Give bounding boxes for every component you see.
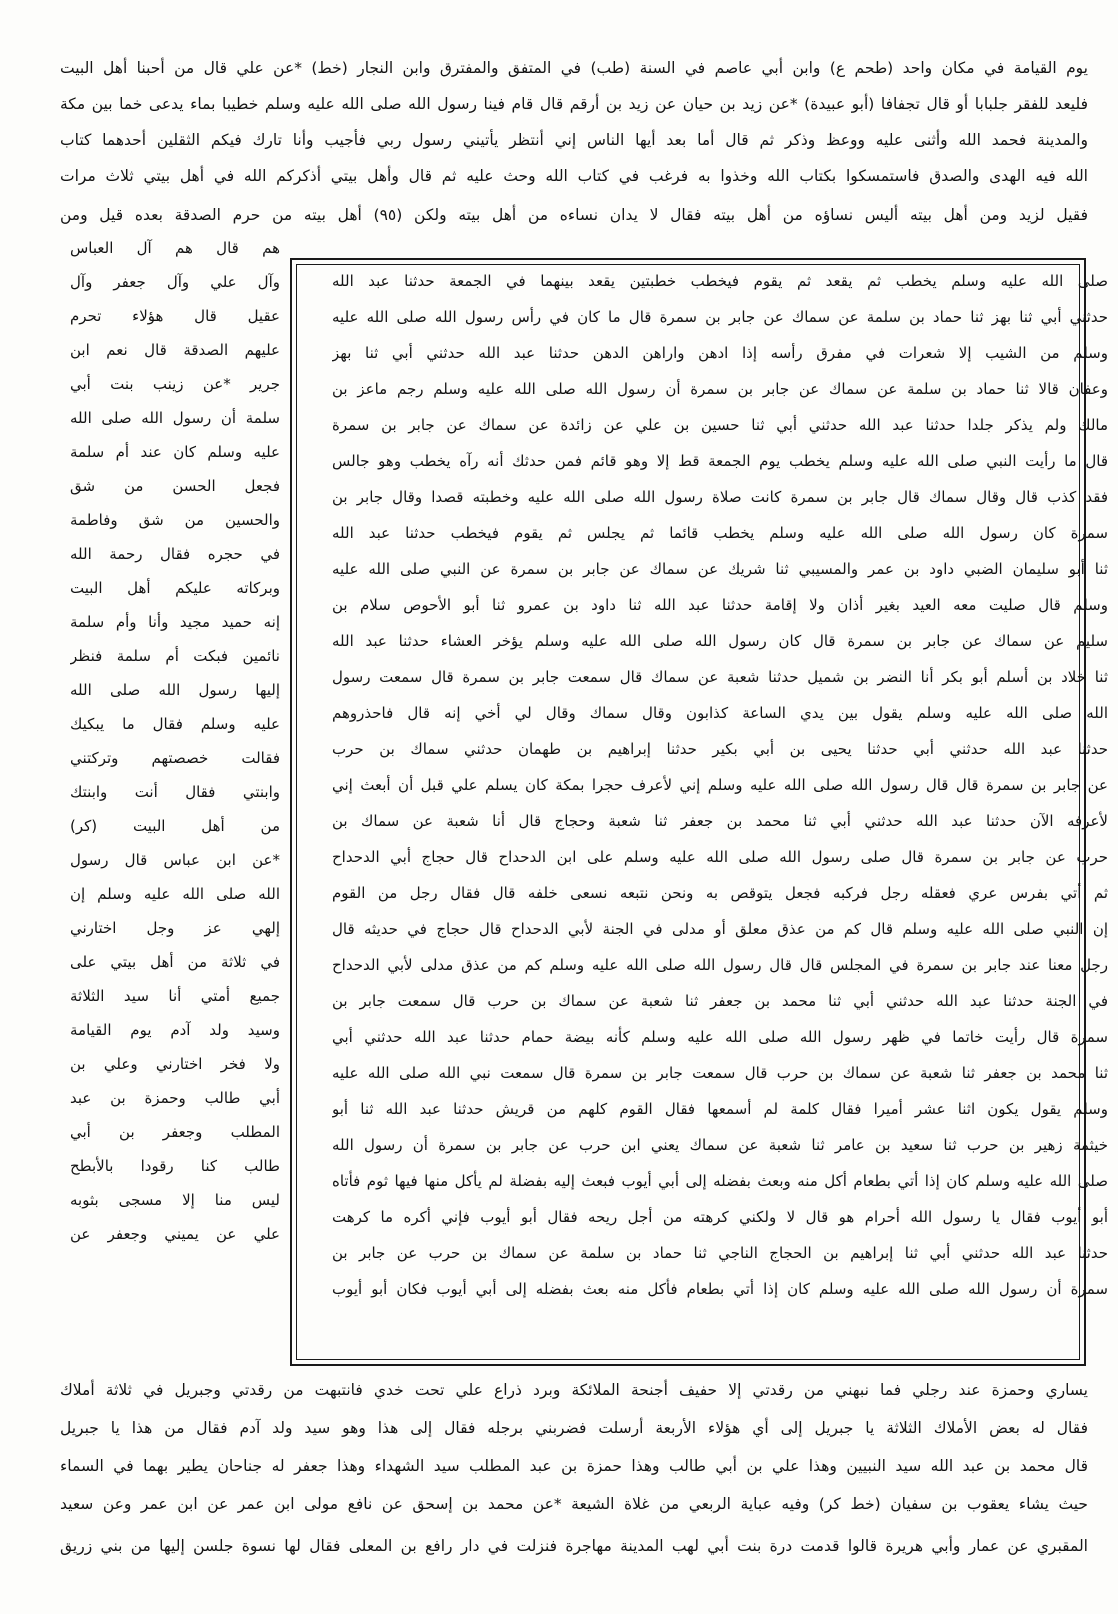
main-line: سمرة أن رسول الله صلى الله عليه وسلم كان إذا أتي بطعام فأكل منه بعث بفضله إلى أبي أيوب فكان أبو أيوب: [332, 1280, 1108, 1298]
top-line: والمدينة فحمد الله وأثنى عليه ووعظ وذكر ثم قال أما بعد أيها الناس إني أنتظر يأتيني رسول ربي فأجيب وأنا تارك فيكم الثقلين أحدهما كتاب: [60, 131, 1088, 149]
main-line: وسلم قال صليت معه العيد بغير أذان ولا إقامة حدثنا عبد الله ثنا داود بن عمرو ثنا أبو الأحوص سلام بن: [332, 596, 1108, 614]
side-line: عليه وسلم فقال ما يبكيك: [70, 715, 280, 733]
side-line: وآل علي وآل جعفر وآل: [70, 273, 280, 291]
side-line: ليس منا إلا مسجى بثوبه: [70, 1191, 280, 1209]
main-line: حدثني أبي ثنا بهز ثنا حماد بن سلمة عن سماك عن جابر بن سمرة قال ما كان في رأس رسول الله صلى الله عليه: [332, 308, 1108, 326]
main-line: صلى الله عليه وسلم كان إذا أتي بطعام أكل منه وبعث بفضله إلى أبي أيوب فبعث إليه بفضلة لم يأكل منها فيها ثوم فأتاه: [332, 1172, 1108, 1190]
main-line: عن جابر بن سمرة قال قال رسول الله صلى الله عليه وسلم إني لأعرف حجرا بمكة كان يسلم علي قبل أن أبعث إني: [332, 776, 1108, 794]
side-line: سلمة أن رسول الله صلى الله: [70, 409, 280, 427]
main-line: قال ما رأيت النبي صلى الله عليه وسلم يخطب يوم الجمعة قط إلا وهو قائم فمن حدثك أنه رآه يخطب وهو جالس: [332, 452, 1108, 470]
main-line: وسلم يقول يكون اثنا عشر أميرا فقال كلمة لم أسمعها فقال القوم كلهم من قريش حدثنا عبد الله ثنا أبو: [332, 1100, 1108, 1118]
main-line: ثنا محمد بن جعفر ثنا شعبة عن سماك بن حرب قال سمعت جابر بن سمرة قال سمعت نبي الله صلى الله عليه: [332, 1064, 1108, 1082]
main-line: لأعرفه الآن حدثنا عبد الله حدثني أبي ثنا محمد بن جعفر ثنا شعبة وحجاج قال أنا شعبة عن سماك بن: [332, 812, 1108, 830]
main-line: ثنا أبو سليمان الضبي داود بن عمر والمسيبي ثنا شريك عن سماك عن جابر بن سمرة عن النبي صلى الله عليه: [332, 560, 1108, 578]
main-line: ثنا خلاد بن أسلم أبو بكر أنا النضر بن شميل حدثنا شعبة عن سماك قال سمعت جابر بن سمرة قال سمعت رسول: [332, 668, 1108, 686]
side-line: الله صلى الله عليه وسلم إن: [70, 885, 280, 903]
main-line: وعفان قالا ثنا حماد بن سلمة عن سماك عن جابر بن سمرة أن رسول الله صلى الله عليه وسلم رجم ماعز بن: [332, 380, 1108, 398]
main-line: وسلم من الشيب إلا شعرات في مفرق رأسه إذا ادهن واراهن الدهن حدثنا عبد الله حدثني أبي ثنا بهز: [332, 344, 1108, 362]
side-line: عقيل قال هؤلاء تحرم: [70, 307, 280, 325]
side-line: إليها رسول الله صلى الله: [70, 681, 280, 699]
main-line: سليم عن سماك عن جابر بن سمرة قال كان رسول الله صلى الله عليه وسلم يؤخر العشاء حدثنا عبد الله: [332, 632, 1108, 650]
main-line: خيثمة زهير بن حرب ثنا سعيد بن عامر ثنا شعبة عن سماك يعني ابن حرب عن جابر بن سمرة أن رسول الله: [332, 1136, 1108, 1154]
main-line: رجل معنا عند جابر بن سمرة في المجلس قال قال رسول الله صلى الله عليه وسلم كم من عذق مدلى لأبي الدحداح: [332, 956, 1108, 974]
side-line: فقالت خصصتهم وتركتني: [70, 749, 280, 767]
bottom-line: المقبري عن عمار وأبي هريرة قالوا قدمت درة بنت أبي لهب المدينة مهاجرة فنزلت في دار رافع بن المعلى فقال لها نسوة جلسن إليها من بني زريق: [60, 1537, 1088, 1555]
side-line: في حجره فقال رحمة الله: [70, 545, 280, 563]
top-line: فليعد للفقر جلبابا أو قال تجفافا (أبو عبيدة) *عن زيد بن حيان عن زيد بن أرقم قال قام فينا رسول الله صلى الله عليه وسلم خطيبا بماء يدعى خما بين مكة: [60, 95, 1088, 113]
main-line: حدثنا عبد الله حدثني أبي ثنا إبراهيم بن الحجاج الناجي ثنا حماد بن سلمة عن سماك بن حرب عن جابر بن: [332, 1244, 1108, 1262]
main-line: مالك ولم يذكر جلدا حدثنا عبد الله حدثني أبي ثنا حسين بن علي عن زائدة عن سماك عن جابر بن سمرة: [332, 416, 1108, 434]
side-line: عليه وسلم كان عند أم سلمة: [70, 443, 280, 461]
bottom-line: فقال له بعض الأملاك الثلاثة يا جبريل إلى أي هؤلاء الأربعة أرسلت فضربني برجله فقال إلى هذا وهو سيد ولد آدم فقال من هذا يا جبريل: [60, 1419, 1088, 1437]
side-line: عليهم الصدقة قال نعم ابن: [70, 341, 280, 359]
main-line: صلى الله عليه وسلم يخطب ثم يقعد ثم يقوم فيخطب خطبتين يقعد بينهما في الجمعة حدثنا عبد الله: [332, 272, 1108, 290]
side-line: إلهي عز وجل اختارني: [70, 919, 280, 937]
side-line: علي عن يميني وجعفر عن: [70, 1225, 280, 1243]
side-line: من أهل البيت (كر): [70, 817, 280, 835]
bottom-line: حيث يشاء يعقوب بن سفيان (خط كر) وفيه عباية الربعي من غلاة الشيعة *عن محمد بن إسحق عن نافع مولى ابن عمر عن ابن عمر وعن سعيد: [60, 1495, 1088, 1513]
side-line: نائمين فبكت أم سلمة فنظر: [70, 647, 280, 665]
side-line: وابنتي فقال أنت وابنتك: [70, 783, 280, 801]
main-line: سمرة كان رسول الله صلى الله عليه وسلم يخطب قائما ثم يجلس ثم يقوم فيخطب حدثنا عبد الله: [332, 524, 1108, 542]
main-line: فقد كذب قال وقال سماك قال جابر بن سمرة كانت صلاة رسول الله صلى الله عليه وخطبته قصدا وقال جابر بن: [332, 488, 1108, 506]
main-line: سمرة قال رأيت خاتما في ظهر رسول الله صلى الله عليه وسلم كأنه بيضة حمام حدثنا عبد الله حدثني أبي: [332, 1028, 1108, 1046]
side-line: جميع أمتي أنا سيد الثلاثة: [70, 987, 280, 1005]
side-line: طالب كنا رقودا بالأبطح: [70, 1157, 280, 1175]
side-line: المطلب وجعفر بن أبي: [70, 1123, 280, 1141]
main-line: الله صلى الله عليه وسلم يقول بين يدي الساعة كذابون وقال سماك وقال لي أخي إنه قال فاحذروهم: [332, 704, 1108, 722]
main-line: حدثنا عبد الله حدثني أبي حدثنا يحيى بن أبي بكير حدثنا إبراهيم بن طهمان حدثني سماك بن حرب: [332, 740, 1108, 758]
main-line: أبو أيوب فقال يا رسول الله أحرام هو قال لا ولكني كرهته من أجل ريحه فقال أبو أيوب فإني أكره ما كرهت: [332, 1208, 1108, 1226]
bottom-line: قال محمد بن عبد الله سيد النبيين وهذا علي بن أبي طالب وهذا حمزة بن عبد المطلب سيد الشهداء وهذا جعفر له جناحان يطير بهما في السماء: [60, 1457, 1088, 1475]
side-line: أبي طالب وحمزة بن عبد: [70, 1089, 280, 1107]
top-line: فقيل لزيد ومن أهل بيته أليس نساؤه من أهل بيته فقال لا يدان نساءه من أهل بيته ولكن (٩٥) أهل بيته من حرم الصدقة بعده قيل ومن: [60, 206, 1088, 224]
bottom-line: يساري وحمزة عند رجلي فما نبهني من رقدتي إلا حفيف أجنحة الملائكة وبرد ذراع علي تحت خدي فانتبهت من رقدتي وجبريل في ثلاثة أملاك: [60, 1381, 1088, 1399]
side-line: ولا فخر اختارني وعلي بن: [70, 1055, 280, 1073]
top-line: يوم القيامة في مكان واحد (طحم ع) وابن أبي عاصم في السنة (طب) في المتفق والمفترق وابن النجار (خط) *عن علي قال من أحبنا أهل البيت: [60, 59, 1088, 77]
side-line: وبركاته عليكم أهل البيت: [70, 579, 280, 597]
top-line: الله فيه الهدى والصدق فاستمسكوا بكتاب الله وخذوا به فرغب في كتاب الله وحث عليه ثم قال وأهل بيتي أذكركم الله في أهل بيتي ثلاث مرات: [60, 167, 1088, 185]
main-line: [332, 1308, 1108, 1343]
side-line: *عن ابن عباس قال رسول: [70, 851, 280, 869]
main-line: إن النبي صلى الله عليه وسلم قال كم من عذق معلق أو مدلى في الجنة لأبي الدحداح قال حجاج في حديثه قال: [332, 920, 1108, 938]
side-line: وسيد ولد آدم يوم القيامة: [70, 1021, 280, 1039]
side-line: والحسين من شق وفاطمة: [70, 511, 280, 529]
side-line: هم قال هم آل العباس: [70, 239, 280, 257]
main-line: ثم أتي بفرس عري فعقله رجل فركبه فجعل يتوقص به ونحن نتبعه نسعى خلفه قال فقال رجل من القوم: [332, 884, 1108, 902]
side-line: إنه حميد مجيد وأنا وأم سلمة: [70, 613, 280, 631]
side-line: جرير *عن زينب بنت أبي: [70, 375, 280, 393]
side-line: في ثلاثة من أهل بيتي على: [70, 953, 280, 971]
side-line: فجعل الحسن من شق: [70, 477, 280, 495]
main-line: في الجنة حدثنا عبد الله حدثني أبي ثنا محمد بن جعفر ثنا شعبة عن سماك بن حرب قال سمعت جابر بن: [332, 992, 1108, 1010]
main-line: حرب عن جابر بن سمرة قال صلى رسول الله صلى الله عليه وسلم على ابن الدحداح قال حجاج أبي الدحداح: [332, 848, 1108, 866]
